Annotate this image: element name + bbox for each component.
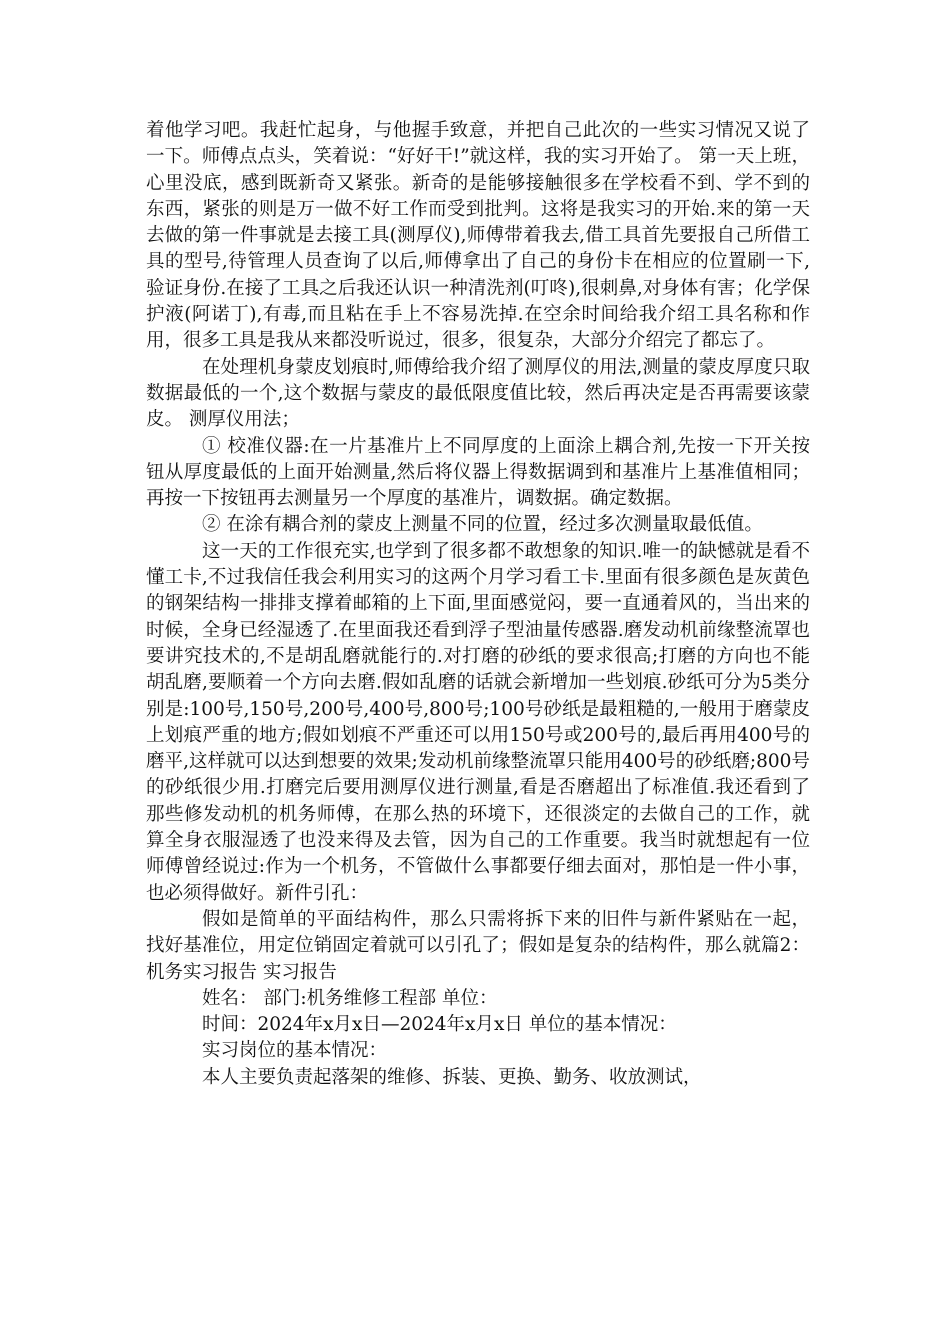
field-position-info: 实习岗位的基本情况： xyxy=(202,1040,388,1062)
paragraph-step-1: ① 校准仪器:在一片基准片上不同厚度的上面涂上耦合剂,先按一下开关按钮从厚度最低的上面开始测量,然后将仪器上得数据调到和基准片上基准值相同；再按一下按钮再去测量另一个厚度的基准片，调数据。确定数据。 xyxy=(146,435,810,510)
field-name-department: 姓名： 部门:机务维修工程部 单位： xyxy=(202,987,498,1009)
paragraph-day-summary: 这一天的工作很充实,也学到了很多都不敢想象的知识.唯一的缺憾就是看不懂工卡,不过我信任我会利用实习的这两个月学习看工卡.里面有很多颜色是灰黄色的钢架结构一排排支撑着邮箱的上下面,里面感觉闷，要一直通着风的，当出来的时候，全身已经湿透了.在里面我还看到浮子型油量传感器.磨发动机前缘整流罩也要讲究技术的,不是胡乱磨就能行的.对打磨的砂纸的要求很高;打磨的方向也不能胡乱磨,要顺着一个方向去磨.假如乱磨的话就会新增加一些划痕.砂纸可分为5类分别是:100号,150号,200号,400号,800号;100号砂纸是最粗糙的,一般用于磨蒙皮上划痕严重的地方;假如划痕不严重还可以用150号或200号的,最后再用400号的磨平,这样就可以达到想要的效果;发动机前缘整流罩只能用400号的砂纸磨;800号的砂纸很少用.打磨完后要用测厚仪进行测量,看是否磨超出了标准值.我还看到了那些修发动机的机务师傅，在那么热的环境下，还很淡定的去做自己的工作，就算全身衣服湿透了也没来得及去管，因为自己的工作重要。我当时就想起有一位师傅曾经说过:作为一个机务，不管做什么事都要仔细去面对，那怕是一件小事，也必须得做好。新件引孔： xyxy=(146,540,810,904)
paragraph-thickness-gauge: 在处理机身蒙皮划痕时,师傅给我介绍了测厚仪的用法,测量的蒙皮厚度只取数据最低的一个,这个数据与蒙皮的最低限度值比较，然后再决定是否再需要该蒙皮。 测厚仪用法； xyxy=(146,356,810,431)
paragraph-intro: 着他学习吧。我赶忙起身，与他握手致意，并把自己此次的一些实习情况又说了一下。师傅点点头，笑着说：“好好干!”就这样，我的实习开始了。 第一天上班，心里没底，感到既新奇又紧张。新奇的是能够接触很多在学校看不到、学不到的东西，紧张的则是万一做不好工作而受到批判。这将是我实习的开始.来的第一天去做的第一件事就是去接工具(测厚仪),师傅带着我去,借工具首先要报自己所借工具的型号,待管理人员查询了以后,师傅拿出了自己的身份卡在相应的位置刷一下,验证身份.在接了工具之后我还认识一种清洗剂(叮咚),很刺鼻,对身体有害；化学保护液(阿诺丁),有毒,而且粘在手上不容易洗掉.在空余时间给我介绍工具名称和作用，很多工具是我从来都没听说过，很多，很复杂，大部分介绍完了都忘了。 xyxy=(146,120,810,352)
paragraph-duties: 本人主要负责起落架的维修、拆装、更换、勤务、收放测试， xyxy=(202,1066,702,1088)
field-time: 时间：2024年x月x日—2024年x月x日 单位的基本情况： xyxy=(202,1014,677,1036)
paragraph-new-part: 假如是简单的平面结构件，那么只需将拆下来的旧件与新件紧贴在一起，找好基准位，用定位销固定着就可以引孔了；假如是复杂的结构件，那么就篇2：机务实习报告 实习报告 xyxy=(146,908,810,983)
document-body xyxy=(146,118,810,1091)
paragraph-step-2: ② 在涂有耦合剂的蒙皮上测量不同的位置，经过多次测量取最低值。 xyxy=(202,514,763,536)
